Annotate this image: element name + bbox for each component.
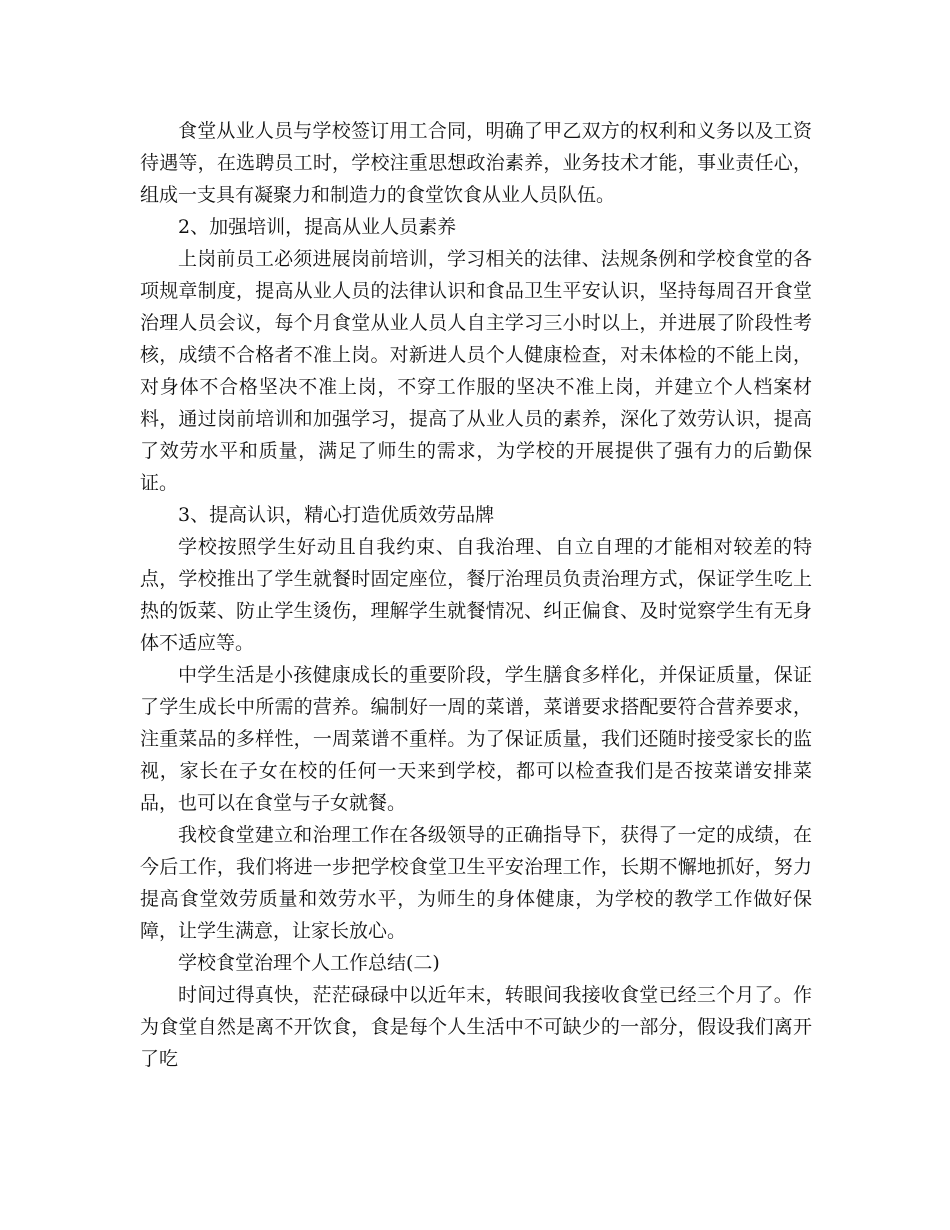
paragraph-pre-job-training: 上岗前员工必须进展岗前培训，学习相关的法律、法规条例和学校食堂的各项规章制度，提高从业人员的法律认识和食品卫生平安认识，坚持每周召开食堂治理人员会议，每个月食堂从业人员人自主学习三小时以上，并进展了阶段性考核，成绩不合格者不准上岗。对新进人员个人健康检查，对未体检的不能上岗，对身体不合格坚决不准上岗，不穿工作服的坚决不准上岗，并建立个人档案材料，通过岗前培训和加强学习，提高了从业人员的素养，深化了效劳认识，提高了效劳水平和质量，满足了师生的需求，为学校的开展提供了强有力的后勤保证。 bbox=[140, 248, 812, 494]
paragraph-dining-management: 学校按照学生好动且自我约束、自我治理、自立自理的才能相对较差的特点，学校推出了学生就餐时固定座位，餐厅治理员负责治理方式，保证学生吃上热的饭菜、防止学生烫伤，理解学生就餐情况、纠正偏食、及时觉察学生有无身体不适应等。 bbox=[140, 536, 812, 654]
paragraph-time-flies: 时间过得真快，茫茫碌碌中以近年末，转眼间我接收食堂已经三个月了。作为食堂自然是离不开饮食，食是每个人生活中不可缺少的一部分，假设我们离开了吃 bbox=[140, 984, 812, 1070]
section-heading-service-brand: 3、提高认识，精心打造优质效劳品牌 bbox=[178, 504, 495, 526]
section-heading-summary-two: 学校食堂治理个人工作总结(二) bbox=[178, 952, 440, 974]
paragraph-nutrition-menu: 中学生活是小孩健康成长的重要阶段，学生膳食多样化，并保证质量，保证了学生成长中所需的营养。编制好一周的菜谱，菜谱要求搭配要符合营养要求，注重菜品的多样性，一周菜谱不重样。为了保证质量，我们还随时接受家长的监视，家长在子女在校的任何一天来到学校，都可以检查我们是否按菜谱安排菜品，也可以在食堂与子女就餐。 bbox=[140, 664, 812, 814]
paragraph-summary-outlook: 我校食堂建立和治理工作在各级领导的正确指导下，获得了一定的成绩，在今后工作，我们将进一步把学校食堂卫生平安治理工作，长期不懈地抓好，努力提高食堂效劳质量和效劳水平，为师生的身体健康，为学校的教学工作做好保障，让学生满意，让家长放心。 bbox=[140, 824, 812, 942]
section-heading-training: 2、加强培训，提高从业人员素养 bbox=[178, 216, 457, 238]
document-body bbox=[140, 115, 812, 1075]
paragraph-staff-contract: 食堂从业人员与学校签订用工合同，明确了甲乙双方的权利和义务以及工资待遇等，在选聘员工时，学校注重思想政治素养，业务技术才能，事业责任心，组成一支具有凝聚力和制造力的食堂饮食从业人员队伍。 bbox=[140, 120, 812, 206]
